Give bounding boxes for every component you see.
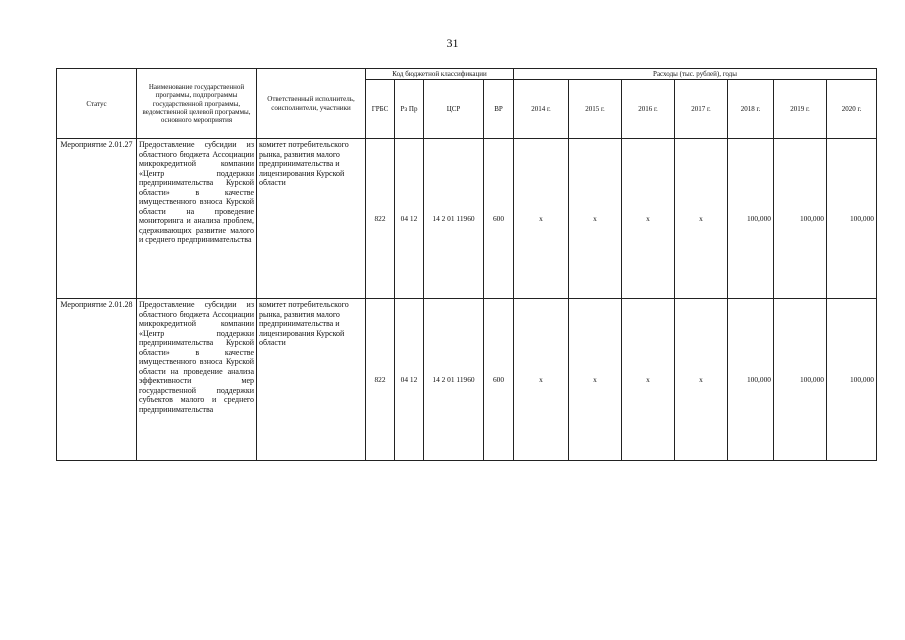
row-amount: x: [675, 139, 728, 299]
row-vr: 600: [484, 299, 514, 461]
row-amount: x: [514, 299, 569, 461]
row-executor: комитет потребительского рынка, развития малого предпринимательства и лицензирования Курской области: [257, 299, 366, 461]
header-year: 2020 г.: [827, 80, 877, 139]
header-budget-code-group: Код бюджетной классификации: [366, 69, 514, 80]
row-amount: x: [514, 139, 569, 299]
row-vr: 600: [484, 139, 514, 299]
header-year: 2014 г.: [514, 80, 569, 139]
row-rzpr: 04 12: [395, 299, 424, 461]
page-number: 31: [446, 36, 459, 50]
row-grbs: 822: [366, 139, 395, 299]
row-name: Предоставление субсидии из областного бюджета Ассоциации микрокредитной компании «Центр поддержки предпринимательства Курской области» в качестве имущественного взноса Курской области на проведение мониторинга и анализа проблем, сдерживающих развитие малого и среднего предпринимательства: [137, 139, 257, 299]
table-row: [57, 299, 877, 461]
row-amount: x: [622, 139, 675, 299]
row-status: Мероприятие 2.01.28: [57, 299, 137, 461]
header-year: 2018 г.: [728, 80, 774, 139]
header-year: 2016 г.: [622, 80, 675, 139]
header-budget-code: ГРБС: [366, 80, 395, 139]
header-budget-code: ЦСР: [424, 80, 484, 139]
row-amount: 100,000: [827, 139, 877, 299]
row-amount: 100,000: [728, 139, 774, 299]
row-status: Мероприятие 2.01.27: [57, 139, 137, 299]
row-csr: 14 2 01 11960: [424, 139, 484, 299]
row-grbs: 822: [366, 299, 395, 461]
header-year: 2019 г.: [774, 80, 827, 139]
header-executor: Ответственный исполнитель, соисполнители, участники: [257, 69, 366, 139]
header-budget-code: Рз Пр: [395, 80, 424, 139]
header-expenses-group: Расходы (тыс. рублей), годы: [514, 69, 877, 80]
header-budget-code: ВР: [484, 80, 514, 139]
row-amount: x: [622, 299, 675, 461]
row-amount: 100,000: [728, 299, 774, 461]
row-csr: 14 2 01 11960: [424, 299, 484, 461]
row-amount: 100,000: [774, 299, 827, 461]
row-amount: 100,000: [774, 139, 827, 299]
header-year: 2015 г.: [569, 80, 622, 139]
row-amount: x: [569, 139, 622, 299]
row-amount: x: [675, 299, 728, 461]
header-status: Статус: [57, 69, 137, 139]
row-amount: 100,000: [827, 299, 877, 461]
row-rzpr: 04 12: [395, 139, 424, 299]
budget-table: [56, 68, 877, 461]
row-amount: x: [569, 299, 622, 461]
header-year: 2017 г.: [675, 80, 728, 139]
row-executor: комитет потребительского рынка, развития малого предпринимательства и лицензирования Курской области: [257, 139, 366, 299]
header-name: Наименование государственной программы, подпрограммы государственной программы, ведомственной целевой программы, основного мероприятия: [137, 69, 257, 139]
table-row: [57, 139, 877, 299]
row-name: Предоставление субсидии из областного бюджета Ассоциации микрокредитной компании «Центр поддержки предпринимательства Курской области» в качестве имущественного взноса Курской области на проведение анализа эффективности мер государственной поддержки субъектов малого и среднего предпринимательства: [137, 299, 257, 461]
